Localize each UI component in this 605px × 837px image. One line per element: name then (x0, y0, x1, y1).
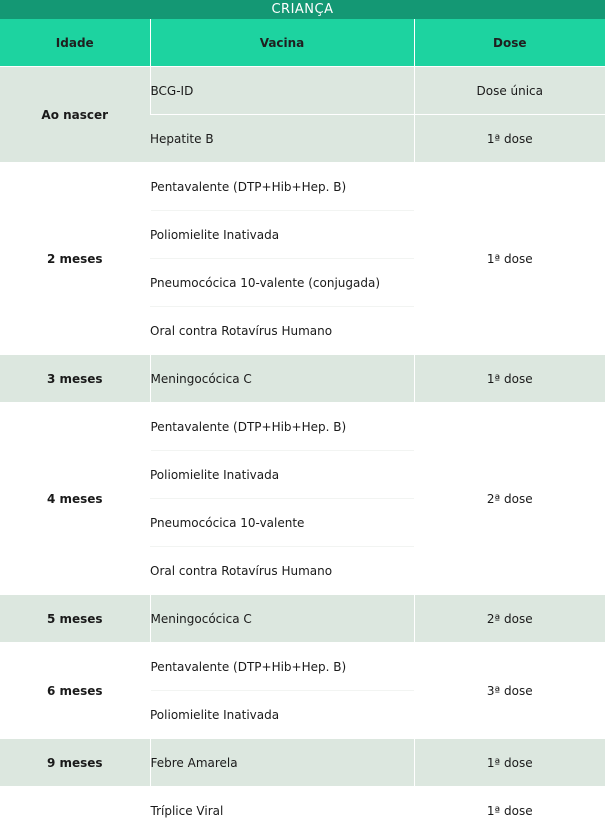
column-header-vaccine: Vacina (150, 19, 414, 67)
age-cell: 5 meses (0, 595, 150, 643)
dose-cell: 1ª dose (414, 115, 605, 163)
vaccine-cell: Pneumocócica 10-valente (conjugada) (150, 259, 414, 307)
dose-cell: 1ª dose (414, 355, 605, 403)
vaccination-table (0, 19, 605, 834)
vaccine-cell: Oral contra Rotavírus Humano (150, 547, 414, 595)
table-row (0, 739, 605, 787)
table-row (0, 787, 605, 835)
dose-cell: 2ª dose (414, 595, 605, 643)
vaccine-cell: Oral contra Rotavírus Humano (150, 307, 414, 355)
vaccine-cell: BCG-ID (150, 67, 414, 115)
dose-cell: 2ª dose (414, 403, 605, 595)
vaccine-cell: Pentavalente (DTP+Hib+Hep. B) (150, 403, 414, 451)
table-body (0, 67, 605, 835)
vaccine-cell: Poliomielite Inativada (150, 451, 414, 499)
vaccine-cell: Tríplice Viral (150, 787, 414, 835)
dose-cell: Dose única (414, 67, 605, 115)
dose-cell: 1ª dose (414, 739, 605, 787)
table-row (0, 403, 605, 451)
age-cell (0, 787, 150, 835)
section-title: CRIANÇA (0, 0, 605, 19)
column-header-dose: Dose (414, 19, 605, 67)
vaccine-cell: Poliomielite Inativada (150, 211, 414, 259)
table-row (0, 355, 605, 403)
vaccine-cell: Hepatite B (150, 115, 414, 163)
table-header-row (0, 19, 605, 67)
age-cell: 6 meses (0, 643, 150, 739)
vaccine-cell: Pentavalente (DTP+Hib+Hep. B) (150, 163, 414, 211)
table-row (0, 595, 605, 643)
vaccine-cell: Poliomielite Inativada (150, 691, 414, 739)
table-row (0, 643, 605, 691)
dose-cell: 1ª dose (414, 787, 605, 835)
age-cell: Ao nascer (0, 67, 150, 163)
vaccine-cell: Meningocócica C (150, 355, 414, 403)
column-header-age: Idade (0, 19, 150, 67)
age-cell: 4 meses (0, 403, 150, 595)
age-cell: 2 meses (0, 163, 150, 355)
age-cell: 9 meses (0, 739, 150, 787)
dose-cell: 3ª dose (414, 643, 605, 739)
table-row (0, 67, 605, 115)
vaccine-cell: Febre Amarela (150, 739, 414, 787)
vaccine-cell: Pentavalente (DTP+Hib+Hep. B) (150, 643, 414, 691)
dose-cell: 1ª dose (414, 163, 605, 355)
age-cell: 3 meses (0, 355, 150, 403)
vaccine-cell: Meningocócica C (150, 595, 414, 643)
table-row (0, 163, 605, 211)
vaccine-cell: Pneumocócica 10-valente (150, 499, 414, 547)
